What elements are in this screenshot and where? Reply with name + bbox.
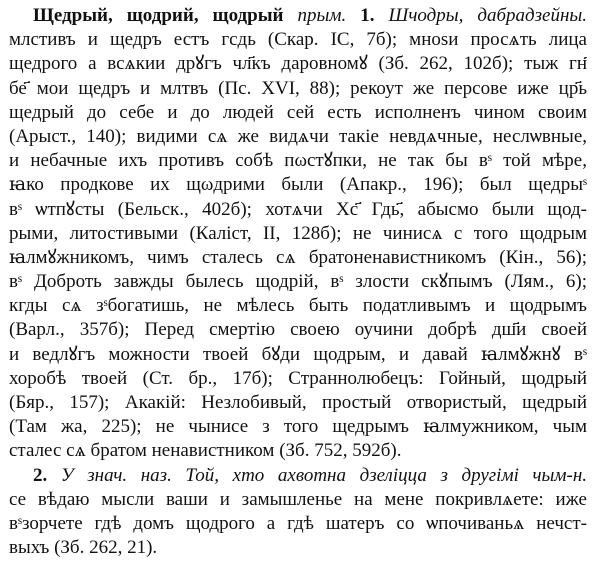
citation-line: щедрый до себе и до людей сей есть исполненъ чином своим <box>9 101 587 123</box>
citation-line: вˢ ѡтпꙋсты (Бельск., 402б); хотѧчи Хс҃ Гдь҃, абысмо были щод- <box>9 198 587 220</box>
headword: Щедрый, щодрий, щодрый <box>33 5 284 26</box>
citation-line: млстивъ и щедръ естъ гсдь (Скар. IC, 7б); мноѕи просѧть лица <box>9 29 587 51</box>
citation-line: (Бяр., 157); Акакій: Незлобивый, простый отвористый, щедрый <box>9 392 587 413</box>
citation-line: кгды сѧ зˢбогатишь, не мѣлесь быть податливымъ и щодрымъ <box>9 295 587 317</box>
citation-line: рыми, литостивыми (Каліст, II, 128б); не чинисѧ с того щодрым <box>9 222 587 244</box>
citation-line: (Варл., 357б); Перед смертію своею оучини добрѣ дш҃и своей <box>9 319 587 341</box>
sense-1-number: 1. <box>360 5 375 26</box>
citation-line: (Там жа, 225); не чынисе з того щедрымъ ꙗлмужником, чым <box>9 416 587 438</box>
citation-line: се вѣдаю мысли ваши и замышленье на мене покривлѧете: иже <box>9 488 587 510</box>
citation-line: вˢзорчете гдѣ домъ щодрого а гдѣ шатеръ со ѡпочиваньѧ нечст- <box>9 512 587 534</box>
entry-heading-line <box>9 4 587 28</box>
sense-2-number: 2. <box>33 464 48 486</box>
citation-line: вˢ Доброть завжды былесь щодрій, вˢ злости скꙋпымъ (Лям., 6); <box>9 271 587 293</box>
citation-line: и ведлꙋгъ можности твоей бꙋди щодрым, и давай ꙗлмꙋжнꙋ вˢ <box>9 343 587 365</box>
citation-line: ꙗко продкове их щωдрими были (Апакр., 196); был щедрыˢ <box>9 174 587 196</box>
citation-line: щедрого а всѧкии дрꙋгъ чл҃къ даровномꙋ (Зб. 262, 102б); тыж гн҃ <box>9 53 587 75</box>
citation-line: ꙗлмꙋжникомъ, чимъ сталесь сѧ братоненавистникомъ (Кін., 56); <box>9 246 587 268</box>
citation-line: и небачные ихъ противъ собѣ пωстꙋпки, не так бы вˢ той мѣре, <box>9 150 587 172</box>
sense-1-gloss: Шчодры, дабрадзейны. <box>388 5 587 26</box>
sense-2-gloss: У знач. наз. Той, хто ахвотна дзеліцца з другімі чым-н. <box>60 464 587 486</box>
citation-line: (Арыст., 140); видими сѧ же видѧчи такіе невдѧчные, неслѡвные, <box>9 125 587 147</box>
citation-line: бе҃ мои щедръ и млтвъ (Пс. XVI, 88); рекоут же персове иже цр҃ь <box>9 77 587 99</box>
part-of-speech: прым. <box>297 5 347 26</box>
citation-line: хоробѣ твоей (Ст. бр., 17б); Страннолюбецъ: Гойный, щодрый <box>9 367 587 389</box>
citation-line: сталес сѧ братом ненавистником (Зб. 752, 592б). <box>9 440 402 462</box>
sense-2-heading-line <box>9 464 587 488</box>
citation-line: выхъ (Зб. 262, 21). <box>9 537 158 559</box>
